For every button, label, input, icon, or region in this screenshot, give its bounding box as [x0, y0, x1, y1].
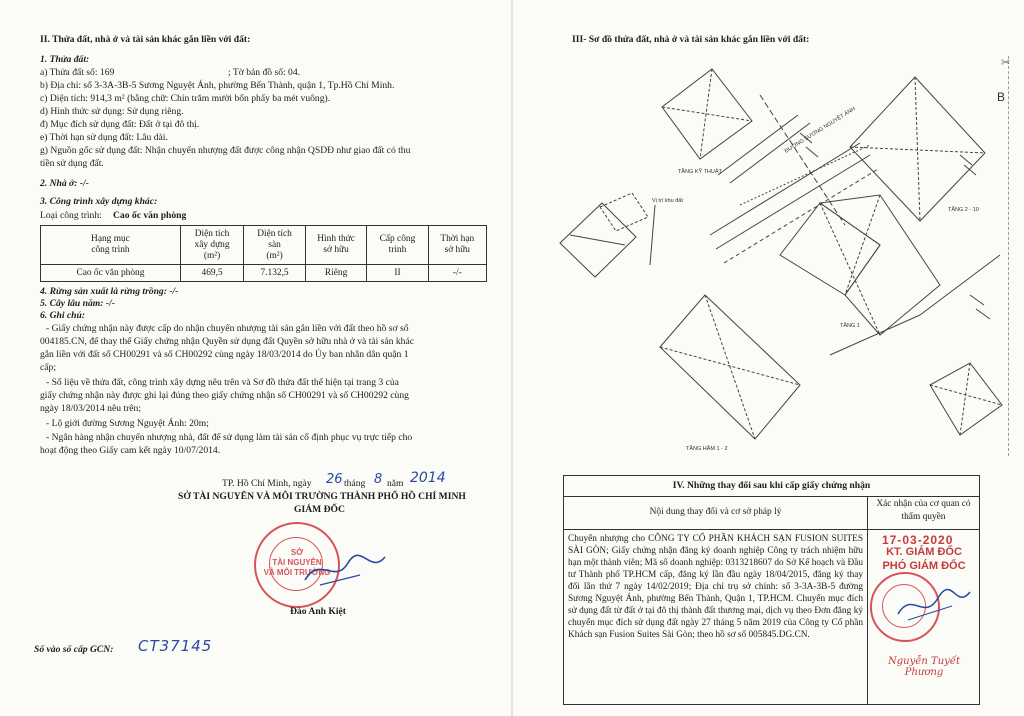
- changes-table: [563, 475, 980, 705]
- confirm-signer-name: Nguyễn Tuyết Phương: [888, 656, 960, 678]
- note-line: - Giấy chứng nhận này được cấp do nhận chuyển nhượng tài sản gắn liền với đất theo hồ sơ số: [46, 323, 409, 334]
- confirm-role-deputy: PHÓ GIÁM ĐỐC: [882, 560, 966, 572]
- land-heading: 1. Thửa đất:: [40, 54, 90, 65]
- diagram-label-street: ĐƯỜNG SƯƠNG NGUYỆT ÁNH: [783, 106, 857, 155]
- table-cell: -/-: [428, 265, 486, 282]
- diagram-label-technical-floor: TẦNG KỸ THUẬT: [678, 169, 722, 175]
- land-line-a: a) Thửa đất số: 169: [40, 67, 115, 78]
- date-year: 2014: [410, 470, 446, 486]
- note-line: hoạt động theo Giấy cam kết ngày 10/07/2014.: [40, 445, 221, 456]
- house-heading: 2. Nhà ở: -/-: [40, 178, 89, 189]
- forest-line: 4. Rừng sản xuất là rừng trồng: -/-: [40, 286, 179, 297]
- table-cell: 7.132,5: [244, 265, 306, 282]
- changes-col-content-header: Nội dung thay đổi và cơ sở pháp lý: [649, 507, 782, 517]
- date-day: 26: [326, 472, 343, 487]
- scissors-icon: ✂: [1001, 57, 1011, 69]
- signer-name: Đào Anh Kiệt: [290, 606, 346, 617]
- diagram-label-basement: TẦNG HẦM 1 - 2: [686, 446, 728, 452]
- table-cell: 469,5: [180, 265, 243, 282]
- works-table: [40, 225, 487, 282]
- director-title: GIÁM ĐỐC: [294, 504, 345, 515]
- diagram-label-floor-1: TẦNG 1: [840, 323, 860, 329]
- land-line-e: e) Thời hạn sử dụng đất: Lâu dài.: [40, 132, 168, 143]
- note-line: - Số liệu về thửa đất, công trình xây dựng nêu trên và Sơ đồ thửa đất thể hiện tại trang 3 của: [46, 377, 399, 388]
- perennial-line: 5. Cây lâu năm: -/-: [40, 298, 115, 309]
- cert-number: CT37145: [138, 637, 213, 655]
- date-year-label: năm: [387, 478, 404, 489]
- note-line: ngày 18/03/2014 nêu trên;: [40, 403, 141, 414]
- diagram-label-floor-2-10: TẦNG 2 - 10: [948, 207, 979, 213]
- page-margin-letter: B: [997, 90, 1006, 104]
- works-type-value: Cao ốc văn phòng: [113, 210, 187, 221]
- section-2-title: II. Thửa đất, nhà ở và tài sản khác gắn liền với đất:: [40, 34, 251, 45]
- table-header-row: [41, 226, 487, 265]
- land-line-d: d) Hình thức sử dụng: Sử dụng riêng.: [40, 106, 184, 117]
- section-4-title: IV. Những thay đổi sau khi cấp giấy chứng nhận: [564, 476, 979, 497]
- official-seal-left: SỞ TÀI NGUYÊN VÀ MÔI TRƯỜNG: [254, 522, 340, 608]
- notes-heading: 6. Ghi chú:: [40, 310, 86, 321]
- table-header-cell: Thời hạn sở hữu: [428, 226, 486, 265]
- table-cell: Cao ốc văn phòng: [41, 265, 181, 282]
- left-page: [0, 0, 510, 716]
- table-cell: Riêng: [305, 265, 366, 282]
- table-header-cell: Diện tích xây dựng (m²): [180, 226, 243, 265]
- confirm-role-kt: KT. GIÁM ĐỐC: [886, 546, 962, 558]
- confirm-date-stamp: 17-03-2020: [882, 533, 954, 547]
- table-cell: II: [367, 265, 428, 282]
- table-header-cell: Hình thức sở hữu: [305, 226, 366, 265]
- table-row: [41, 265, 487, 282]
- cert-number-label: Số vào sổ cấp GCN:: [34, 644, 114, 655]
- note-line: - Ngân hàng nhận chuyển nhượng nhà, đất để sử dụng làm tài sản cố định phục vụ trực tiếp cho: [46, 432, 413, 443]
- works-type-label: Loại công trình:: [40, 210, 102, 221]
- land-line-g2: tiền sử dụng đất.: [40, 158, 104, 169]
- land-line-g: g) Nguồn gốc sử dụng đất: Nhận chuyển nhượng đất được công nhận QSDĐ như giao đất có thu: [40, 145, 411, 156]
- table-header-cell: Cấp công trình: [367, 226, 428, 265]
- table-header-cell: Diện tích sàn (m²): [244, 226, 306, 265]
- diagram-label-location: Vị trí khu đất: [652, 198, 683, 204]
- note-line: - Lộ giới đường Sương Nguyệt Ánh: 20m;: [46, 418, 209, 429]
- note-line: cấp;: [40, 362, 56, 373]
- date-month-label: tháng: [344, 478, 366, 489]
- date-prefix: TP. Hồ Chí Minh, ngày: [222, 478, 312, 489]
- land-line-dd: đ) Mục đích sử dụng đất: Đất ở tại đô thị.: [40, 119, 200, 130]
- note-line: giấy chứng nhận này được ghi lại đúng theo giấy chứng nhận số CH00291 và số CH00292 cùng: [40, 390, 409, 401]
- map-sheet: ; Tờ bản đồ số: 04.: [228, 67, 301, 78]
- director-signature: [300, 545, 390, 595]
- note-line: 004185.CN, để thay thế Giấy chứng nhận Quyền sử dụng đất Quyền sở hữu nhà ở và tài sản khác: [40, 336, 414, 347]
- section-3-title: III- Sơ đồ thửa đất, nhà ở và tài sản khác gắn liền với đất:: [572, 34, 810, 45]
- note-line: gắn liền với đất số CH00291 và số CH00292 cùng ngày 18/03/2014 do Ủy ban nhân dân quận 1: [40, 349, 409, 360]
- works-heading: 3. Công trình xây dựng khác:: [40, 196, 158, 207]
- changes-col-confirm-header: Xác nhận của cơ quan có thẩm quyền: [876, 499, 971, 522]
- department-name: SỞ TÀI NGUYÊN VÀ MÔI TRƯỜNG THÀNH PHỐ HỒ CHÍ MINH: [178, 491, 466, 502]
- date-month: 8: [374, 472, 383, 487]
- land-plot-diagram: [540, 55, 1020, 465]
- change-content-text: Chuyển nhượng cho CÔNG TY CỔ PHẦN KHÁCH SẠN FUSION SUITES SÀI GÒN; Giấy chứng nhận đăng ký doanh nghiệp Công ty trách nhiệm hữu hạn một thành viên; Mã số doanh nghiệp: 0313218607 do Sở Kế hoạch và Đầu tư Thành phố TP.HCM cấp, đăng ký lần đầu ngày 18/04/2015, đăng ký thay đổi lần thứ 7 ngày 14/02/2019; Địa chỉ trụ sở chính: số 3-3A-3B-5 đường Sương Nguyệt Ánh, phường Bến Thành, Quận 1, TP.HCM. Chuyển mục đích sử dụng đất từ đất ở tại đô thị thành đất thương mại, dịch vụ theo Đơn đăng ký chuyển mục đích sử dụng đất ngày 27 tháng 5 năm 2019 của Công ty Cổ phần Khách sạn Fusion Suites Sài Gòn; theo hồ sơ số 005845.DG.CN.: [568, 534, 863, 640]
- page-fold: [511, 0, 513, 716]
- land-line-c: c) Diện tích: 914,3 m² (bằng chữ: Chín trăm mười bốn phẩy ba mét vuông).: [40, 93, 331, 104]
- land-line-b: b) Địa chỉ: số 3-3A-3B-5 Sương Nguyệt Ánh, phường Bến Thành, quận 1, Tp.Hồ Chí Minh.: [40, 80, 395, 91]
- table-header-cell: Hạng mục công trình: [41, 226, 181, 265]
- deputy-signature: [894, 584, 974, 629]
